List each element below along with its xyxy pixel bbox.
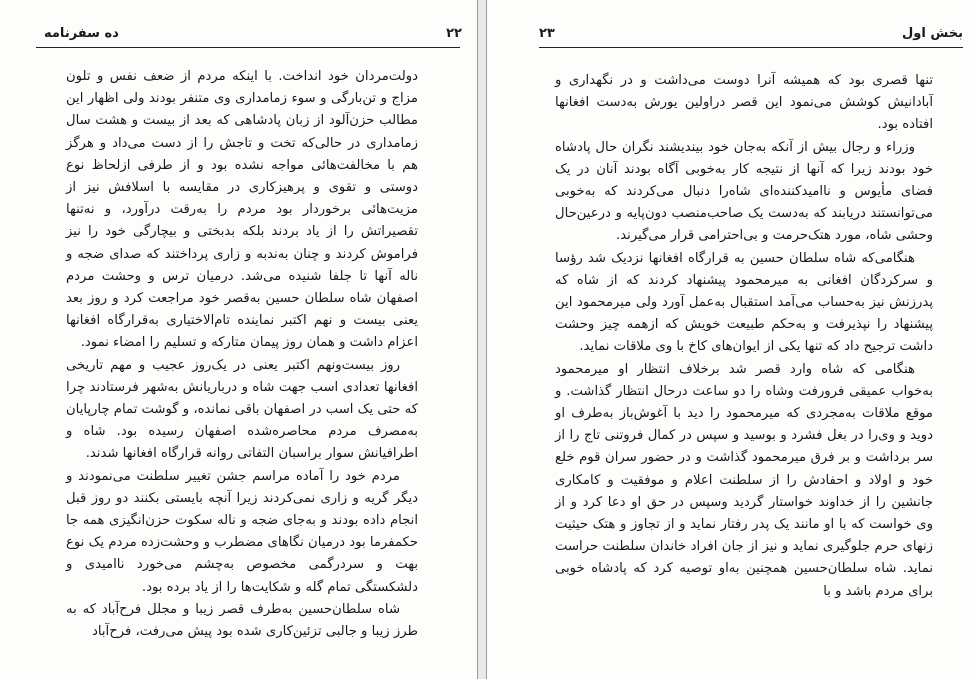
- paragraph: هنگامی‌که شاه سلطان حسین به قرارگاه افغانها نزدیک شد رؤسا و سرکردگان افغانی به میرمحمود پیشنهاد کردند که از شاه که پدرزنش نیز به‌حساب می‌آمد استقبال به‌عمل آورد ولی میرمحمود این پیشنهاد را نپذیرفت و به‌حکم طبیعت خویش که ازهمه چیز وحشت داشت ترجیح داد که تنها یکی از ایوان‌های کاخ با وی ملاقات نماید.: [555, 250, 933, 355]
- right-page: [486, 0, 970, 679]
- paragraph: شاه سلطان‌حسین به‌طرف قصر زیبا و مجلل فرح‌آباد که به طرز زیبا و جالبی تزئین‌کاری شده بود پیش می‌رفت، فرح‌آباد: [66, 601, 418, 640]
- left-page-body: [66, 66, 418, 643]
- left-page-header: [44, 26, 462, 46]
- paragraph: مردم خود را آماده مراسم جشن تغییر سلطنت می‌نمودند و دیگر گریه و زاری نمی‌کردند زیرا آنچه بایستی بکنند دو روز قبل انجام داده بودند و به‌جای ضجه و ناله سکوت حزن‌انگیزی همه جا حکمفرما بود درمیان نگاهای مضطرب و وحشت‌زده مردم یک نوع بهت و سردرگمی مخصوص به‌چشم می‌خورد نا‌امیدی و دلشکستگی تمام گله و شکایت‌ها را از یاد برده بود.: [66, 468, 418, 595]
- paragraph: هنگامی که شاه وارد قصر شد برخلاف انتظار او میرمحمود به‌خواب عمیقی فرورفت وشاه را دو ساعت درحال انتظار گذاشت. و موقع ملاقات به‌مجردی که میرمحمود را دید با آغوش‌باز به‌طرف او دوید و وی‌را در بغل فشرد و بوسید و سپس در کمال فروتنی تاج را از سر برداشت و بر فرق میرمحمود گذاشت و در حضور سران قوم خلع خود و اولاد و احفادش را از سلطنت اعلام و موفقیت و کامکاری جانشین را از خداوند خواستار گردید وسپس در حق او دعا کرد و از وی خواست که با او مانند یک پدر رفتار نماید و از تجاوز و هتک حیثیت زنهای حرم جلوگیری نماید و نیز از جان افراد خاندان سلطنت حراست نماید. شاه سلطان‌حسین همچنین به‌او توصیه کرد که پادشاه خوبی برای مردم باشد و با: [555, 361, 933, 599]
- book-gutter: [478, 0, 486, 679]
- paragraph: روز بیست‌ونهم اکتبر یعنی در یک‌روز عجیب و مهم تاریخی افغانها تعدادی اسب جهت شاه و درباریانش به‌شهر فرستادند چرا که حتی یک اسب در اصفهان باقی نمانده، و گوشت تمام چارپایان به‌مصرف مردم محاصره‌شده اصفهان رسیده بود. شاه و اطرافیانش سوار براسبان التفاتی روانه قرارگاه افغانها شدند.: [66, 357, 418, 462]
- header-rule: [539, 47, 963, 48]
- right-page-header: [539, 26, 963, 46]
- paragraph: دولت‌مردان خود انداخت. با اینکه مردم از ضعف نفس و تلون مزاج و تن‌بارگی و سوء زمامداری وی متنفر بودند ولی اظهار این مطالب حزن‌آلود از زبان پادشاهی که بعد از بیست و هشت سال زمامداری در حالی‌که تخت و تاجش را از دست می‌داد و هرگز هم با مخالفت‌هائی مواجه نشده بود و از طرفی ازلحاظ نوع دوستی و تقوی و پرهیزکاری در مقایسه با اسلافش نیز از مزیت‌هائی برخوردار بود مردم را به‌رقت درآورد، و نه‌تنها تقصیراتش را از یاد بردند بلکه بدبختی و بیچارگی خود را نیز فراموش کردند و چنان به‌ندبه و زاری پرداختند که صدای ضجه و ناله آنها تا جلفا شنیده می‌شد. درمیان ترس و وحشت مردم اصفهان شاه سلطان حسین به‌قصر خود مراجعت کرد و روز بعد یعنی بیست و نهم اکتبر نماینده تام‌الاختیاری به‌قرارگاه افغانها اعزام داشت و همان روز پیمان متارکه و تسلیم را امضاء نمود.: [66, 69, 418, 351]
- header-rule: [36, 47, 460, 48]
- page-number: ۲۳: [539, 26, 555, 41]
- paragraph: تنها قصری بود که همیشه آنرا دوست می‌داشت و در نگهداری و آبادانیش کوشش می‌نمود این قصر دراولین یورش به‌دست افغانها افتاده بود.: [555, 73, 933, 133]
- running-title: ده سفرنامه: [44, 26, 119, 41]
- right-page-body: [555, 70, 933, 603]
- page-number: ۲۲: [446, 26, 462, 41]
- paragraph: وزراء و رجال بیش از آنکه به‌جان خود بیندیشند نگران حال پادشاه خود بودند زیرا که آنها از نتیجه کار به‌خوبی آگاه بودند آنان در یک فضای مأیوس و ناامیدکننده‌ای شاه‌را دنبال می‌کردند که به‌خوبی می‌توانستند دریابند که به‌دست یک صاحب‌منصب دون‌پایه و درعین‌حال وحشی شاه، مورد هتک‌حرمت و بی‌احترامی قرار می‌گیرند.: [555, 139, 933, 244]
- left-page: [0, 0, 478, 679]
- chapter-title: بخش اول: [902, 26, 963, 41]
